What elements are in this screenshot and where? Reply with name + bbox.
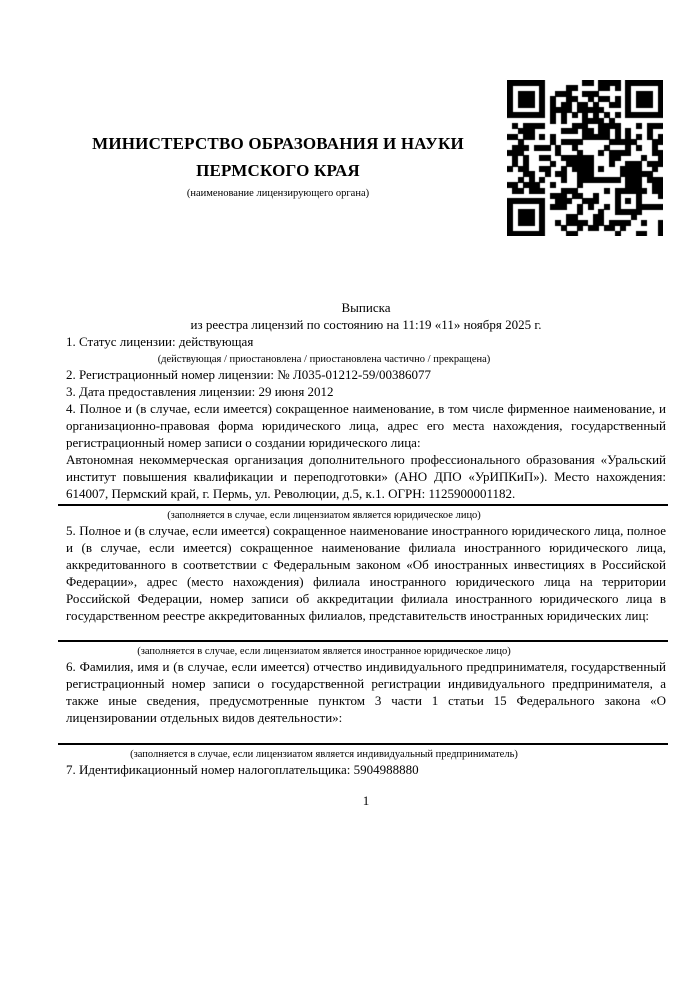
field-foreign-entity-label: 5. Полное и (в случае, если имеется) сокращенное наименование иностранного юридического лица, полное и (в случае, если имеется) сокращенное наименование филиала иностранного юридического лица, аккредитованного в соответствии с Федеральным законом «Об иностранных инвестициях в Российской Федерации», адрес (место нахождения) филиала иностранного юридического лица на территории Российской Федерации, номер записи об аккредитации филиала иностранного юридического лица в государственном реестре аккредитованных филиалов, представительств иностранных юридических лиц: [66,523,666,623]
doc-title-line1: Выписка [341,300,391,315]
field-registration-number: 2. Регистрационный номер лицензии: № Л035-01212-59/00386077 [66,367,432,382]
legal-entity-underline [58,504,668,506]
license-status-options-caption: (действующая / приостановлена / приостановлена частично / прекращена) [157,354,491,365]
ministry-name-line2: ПЕРМСКОГО КРАЯ [196,161,360,180]
licensing-authority-caption: (наименование лицензирующего органа) [186,188,370,199]
ministry-name-line1: МИНИСТЕРСТВО ОБРАЗОВАНИЯ И НАУКИ [92,134,464,153]
foreign-entity-underline [58,640,668,642]
field-legal-entity-label: 4. Полное и (в случае, если имеется) сокращенное наименование, в том числе фирменное наименование, и организационно-правовая форма юридического лица, адрес его места нахождения, государственный регистрационный номер записи о создании юридического лица: [66,401,666,450]
legal-entity-caption: (заполняется в случае, если лицензиатом является юридическое лицо) [167,510,481,521]
field-legal-entity-value: Автономная некоммерческая организация дополнительного профессионального образования «Уральский институт повышения квалификации и переподготовки» (АНО ДПО «УрИПКиП»). Место нахождения: 614007, Пермский край, г. Пермь, ул. Революции, д.5, к.1. ОГРН: 1125900001182. [66,452,666,501]
qr-code-icon [507,80,663,236]
field-grant-date: 3. Дата предоставления лицензии: 29 июня 2012 [66,384,334,399]
doc-title-line2: из реестра лицензий по состоянию на 11:19 «11» ноября 2025 г. [190,317,542,332]
page-number: 1 [362,793,370,808]
doc-title [66,299,666,333]
entrepreneur-underline [58,743,668,745]
field-taxpayer-number: 7. Идентификационный номер налогоплательщика: 5904988880 [66,762,419,777]
foreign-entity-caption: (заполняется в случае, если лицензиатом является иностранное юридическое лицо) [137,646,511,657]
field-entrepreneur-label: 6. Фамилия, имя и (в случае, если имеется) отчество индивидуального предпринимателя, государственный регистрационный номер записи о государственной регистрации индивидуального предпринимателя, а также иные сведения, предусмотренные пунктом 3 части 1 статьи 15 Федерального закона «О лицензировании отдельных видов деятельности»: [66,659,666,725]
field-license-status: 1. Статус лицензии: действующая [66,334,254,349]
ministry-name [66,0,490,184]
entrepreneur-caption: (заполняется в случае, если лицензиатом является индивидуальный предприниматель) [130,749,518,760]
